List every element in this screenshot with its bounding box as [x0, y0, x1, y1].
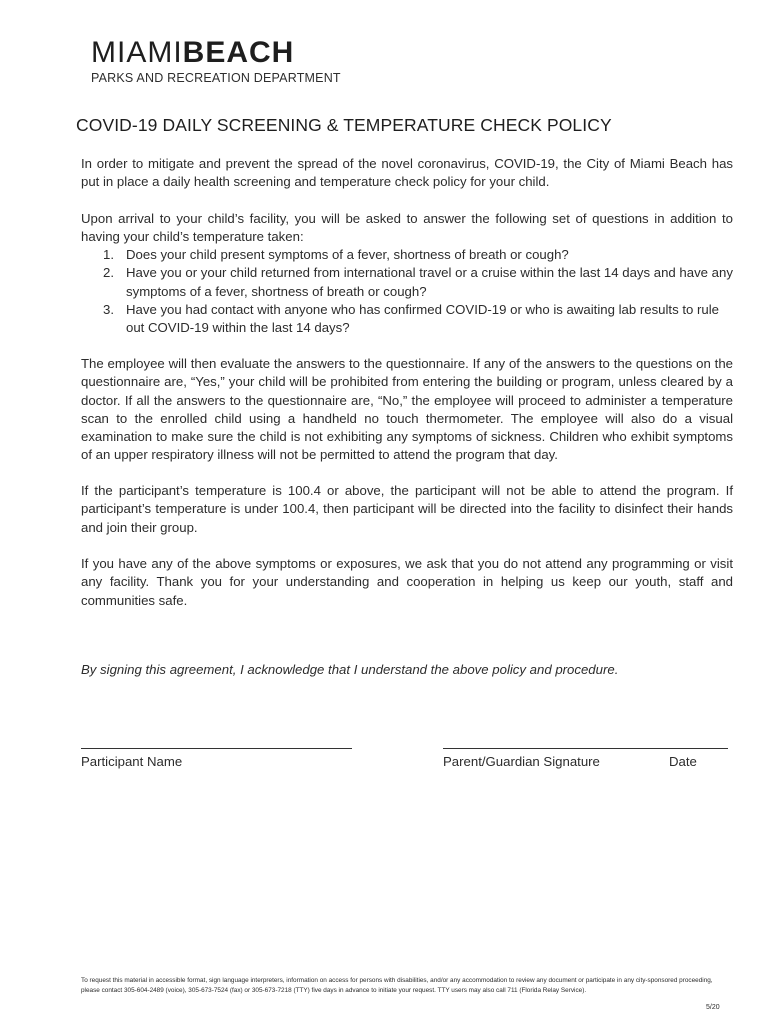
question-number: 2.: [103, 265, 114, 281]
question-text: Have you had contact with anyone who has confirmed COVID-19 or who is awaiting lab results to rule out COVID-19 within the last 14 days?: [126, 301, 720, 336]
question-text: Have you or your child returned from international travel or a cruise within the last 14 days and have any symptoms of a fever, shortness of breath or cough?: [126, 265, 733, 299]
acknowledgement-statement: By signing this agreement, I acknowledge that I understand the above policy and procedure.: [81, 662, 619, 677]
symptoms-paragraph: If you have any of the above symptoms or exposures, we ask that you do not attend any programming or visit any facility. Thank you for your understanding and cooperation in helping us keep our youth, staff and communities safe.: [81, 556, 733, 608]
evaluation-paragraph: The employee will then evaluate the answers to the questionnaire. If any of the answers to the questions on the questionnaire are, “Yes,” your child will be prohibited from entering the building or program, unless cleared by a doctor. If all the answers to the questionnaire are, “No,” the employee will proceed to administer a temperature scan to the enrolled child using a handheld no touch thermometer. The employee will also do a visual examination to make sure the child is not exhibiting any symptoms of sickness. Children who exhibit symptoms of an upper respiratory illness will not be permitted to attend the program that day.: [81, 356, 733, 463]
screening-questions: [81, 246, 733, 337]
temperature-paragraph: If the participant’s temperature is 100.4 or above, the participant will not be able to attend the program. If participant’s temperature is under 100.4, then participant will be directed into the facility to disinfect their hands and join their group.: [81, 483, 733, 535]
list-item: [81, 246, 733, 264]
participant-name-line[interactable]: [81, 748, 352, 749]
list-item: [81, 301, 733, 338]
date-label: Date: [669, 754, 697, 769]
question-number: 3.: [103, 301, 114, 317]
intro-paragraph: In order to mitigate and prevent the spread of the novel coronavirus, COVID-19, the City of Miami Beach has put in place a daily health screening and temperature check policy for your child.: [81, 156, 733, 190]
accessibility-notice: To request this material in accessible format, sign language interpreters, information on access for persons with disabilities, and/or any accommodation to review any document or participate in any city-sponsored proceeding, please contact 305-604-2489 (voice), 305-673-7524 (fax) or 305-673-7218 (TTY) five days in advance to initiate your request. TTY users may also call 711 (Florida Relay Service).: [81, 977, 713, 994]
department-name: PARKS AND RECREATION DEPARTMENT: [91, 71, 341, 85]
list-item: [81, 264, 733, 301]
logo-wordmark: [91, 38, 341, 68]
logo-wordmark-beach: BEACH: [182, 36, 295, 69]
arrival-paragraph: Upon arrival to your child’s facility, you will be asked to answer the following set of questions in addition to having your child’s temperature taken:: [81, 211, 733, 245]
question-text: Does your child present symptoms of a fever, shortness of breath or cough?: [126, 247, 569, 262]
guardian-signature-label: Parent/Guardian Signature: [443, 754, 600, 769]
logo-wordmark-miami: MIAMI: [91, 36, 183, 69]
miami-beach-logo: [91, 38, 341, 85]
version-date: 5/20: [706, 1004, 720, 1011]
guardian-signature-line[interactable]: [443, 748, 728, 749]
document-title: COVID-19 DAILY SCREENING & TEMPERATURE CHECK POLICY: [76, 115, 612, 135]
question-number: 1.: [103, 247, 114, 262]
participant-name-label: Participant Name: [81, 754, 183, 769]
